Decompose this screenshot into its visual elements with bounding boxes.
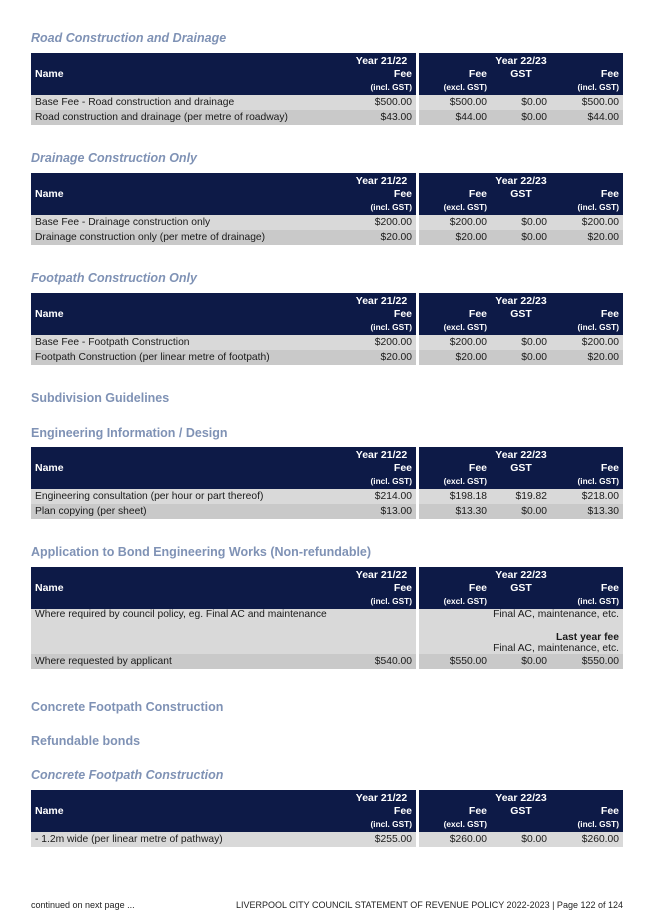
footer-continued: continued on next page ...: [31, 900, 135, 910]
column-header-year-21-22: Year 21/22: [347, 790, 419, 805]
table-row: Footpath Construction (per linear metre of footpath) $20.00 $20.00 $0.00 $20.00: [31, 350, 623, 365]
table-row: - 1.2m wide (per linear metre of pathway) $255.00 $260.00 $0.00 $260.00: [31, 832, 623, 847]
column-header-fee-incl: Fee (incl. GST): [347, 805, 419, 832]
table-row: Engineering consultation (per hour or part thereof) $214.00 $198.18 $19.82 $218.00: [31, 489, 623, 504]
fee-table-concrete: [31, 790, 623, 847]
column-header-year-22-23: Year 22/23: [419, 173, 623, 188]
table-row: Base Fee - Drainage construction only $200.00 $200.00 $0.00 $200.00: [31, 215, 623, 230]
table-row: Base Fee - Road construction and drainage $500.00 $500.00 $0.00 $500.00: [31, 95, 623, 110]
bond-note: Final AC, maintenance, etc. Last year fee Final AC, maintenance, etc.: [419, 609, 623, 654]
column-header-fee-incl: Fee (incl. GST): [551, 188, 623, 215]
column-header-year-21-22: Year 21/22: [347, 293, 419, 308]
table-row: Road construction and drainage (per metre of roadway) $43.00 $44.00 $0.00 $44.00: [31, 110, 623, 125]
section-heading-concrete: Concrete Footpath Construction: [31, 700, 224, 714]
fee-table-bond: [31, 567, 623, 669]
column-header-fee-incl: Fee (incl. GST): [551, 805, 623, 832]
column-header-name: Name: [31, 790, 347, 832]
section-heading-concrete-bonds: Concrete Footpath Construction: [31, 768, 224, 782]
column-header-gst: GST: [491, 462, 551, 489]
column-header-fee-incl: Fee (incl. GST): [347, 462, 419, 489]
section-heading-subdivision: Subdivision Guidelines: [31, 391, 170, 405]
column-header-name: Name: [31, 53, 347, 95]
column-header-fee-incl: Fee (incl. GST): [551, 308, 623, 335]
column-header-fee-incl: Fee (incl. GST): [347, 188, 419, 215]
column-header-gst: GST: [491, 68, 551, 95]
section-heading-refundable: Refundable bonds: [31, 734, 141, 748]
table-row: Plan copying (per sheet) $13.00 $13.30 $0.00 $13.30: [31, 504, 623, 519]
column-header-fee-excl: Fee (excl. GST): [419, 68, 491, 95]
column-header-gst: GST: [491, 188, 551, 215]
column-header-fee-excl: Fee (excl. GST): [419, 462, 491, 489]
column-header-fee-excl: Fee (excl. GST): [419, 188, 491, 215]
column-header-fee-incl: Fee (incl. GST): [551, 68, 623, 95]
column-header-year-22-23: Year 22/23: [419, 567, 623, 582]
column-header-name: Name: [31, 293, 347, 335]
column-header-fee-incl: Fee (incl. GST): [347, 68, 419, 95]
column-header-year-21-22: Year 21/22: [347, 447, 419, 462]
column-header-fee-excl: Fee (excl. GST): [419, 805, 491, 832]
column-header-fee-incl: Fee (incl. GST): [347, 582, 419, 609]
section-heading-footpath: Footpath Construction Only: [31, 271, 197, 285]
column-header-fee-excl: Fee (excl. GST): [419, 308, 491, 335]
section-heading-drainage: Drainage Construction Only: [31, 151, 197, 165]
column-header-year-22-23: Year 22/23: [419, 790, 623, 805]
column-header-year-22-23: Year 22/23: [419, 293, 623, 308]
section-heading-engineering: Engineering Information / Design: [31, 426, 228, 440]
column-header-fee-incl: Fee (incl. GST): [347, 308, 419, 335]
column-header-fee-excl: Fee (excl. GST): [419, 582, 491, 609]
column-header-year-22-23: Year 22/23: [419, 447, 623, 462]
fee-table-drainage: [31, 173, 623, 245]
table-row: Drainage construction only (per metre of drainage) $20.00 $20.00 $0.00 $20.00: [31, 230, 623, 245]
table-row: Where required by council policy, eg. Final AC and maintenance Final AC, maintenance, etc. Last year fee Final AC, maintenance, etc.: [31, 609, 623, 654]
column-header-fee-incl: Fee (incl. GST): [551, 462, 623, 489]
table-row: Base Fee - Footpath Construction $200.00 $200.00 $0.00 $200.00: [31, 335, 623, 350]
column-header-fee-incl: Fee (incl. GST): [551, 582, 623, 609]
column-header-gst: GST: [491, 805, 551, 832]
fee-table-road: [31, 53, 623, 125]
column-header-year-21-22: Year 21/22: [347, 567, 419, 582]
column-header-name: Name: [31, 567, 347, 609]
column-header-year-21-22: Year 21/22: [347, 53, 419, 68]
section-heading-bond: Application to Bond Engineering Works (Non-refundable): [31, 545, 372, 559]
column-header-year-21-22: Year 21/22: [347, 173, 419, 188]
fee-table-footpath: [31, 293, 623, 365]
section-heading-road: Road Construction and Drainage: [31, 31, 227, 45]
fee-table-engineering: [31, 447, 623, 519]
column-header-name: Name: [31, 173, 347, 215]
column-header-name: Name: [31, 447, 347, 489]
footer-page-info: LIVERPOOL CITY COUNCIL STATEMENT OF REVENUE POLICY 2022-2023 | Page 122 of 124: [236, 900, 623, 910]
column-header-gst: GST: [491, 308, 551, 335]
column-header-gst: GST: [491, 582, 551, 609]
column-header-year-22-23: Year 22/23: [419, 53, 623, 68]
table-row: Where requested by applicant $540.00 $550.00 $0.00 $550.00: [31, 654, 623, 669]
